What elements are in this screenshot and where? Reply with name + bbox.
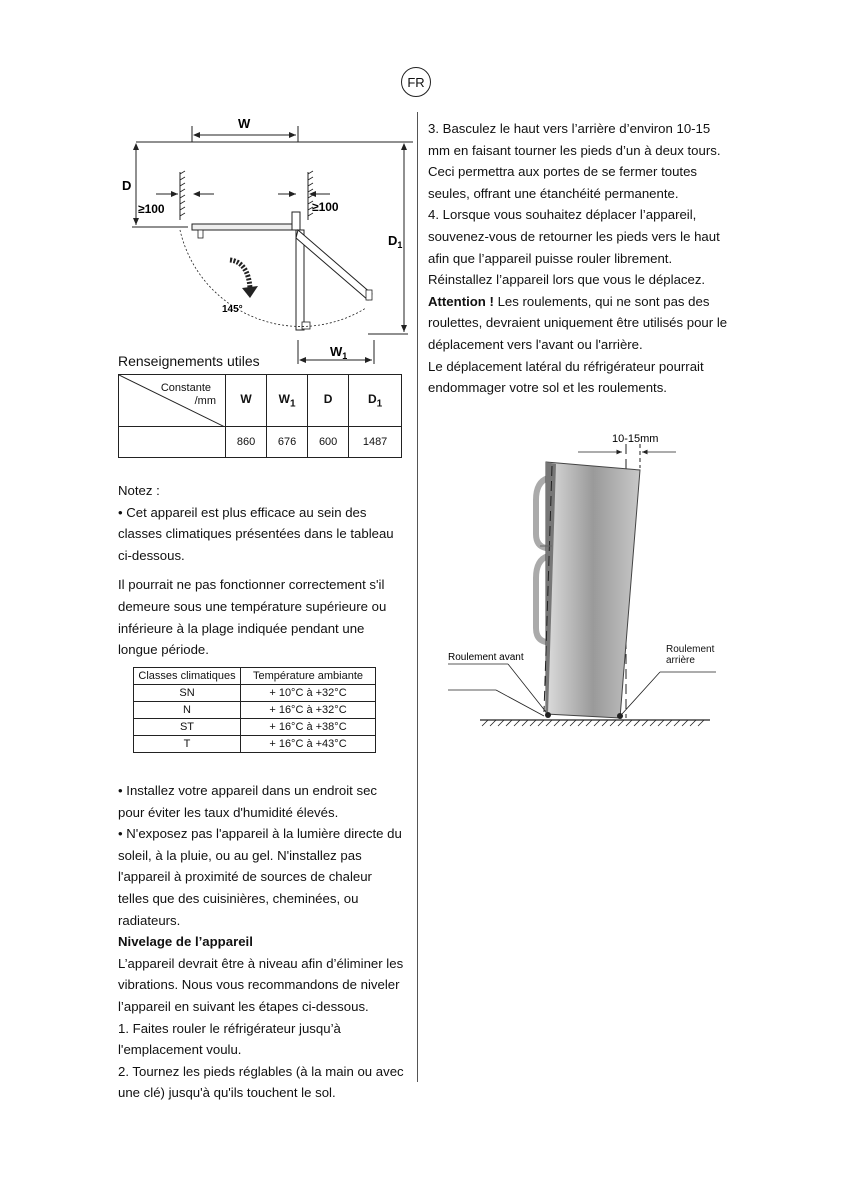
- dimensions-table: Constante /mm W $W_1$ D $D_1$ 860 676 600 1487: [118, 374, 402, 458]
- label-d: D: [122, 178, 132, 193]
- attention-note: Attention ! Les roulements, qui ne sont pas des roulettes, devraient uniquement être utilisés pour le déplacement vers l'avant ou l'arrière.: [428, 293, 728, 352]
- instructions-block: [118, 780, 406, 1104]
- notes-block: [118, 480, 406, 661]
- step-1: 1. Faites rouler le réfrigérateur jusqu’à l'emplacement voulu.: [118, 1020, 341, 1058]
- bullet-sun: • N'exposez pas l'appareil à la lumière directe du soleil, à la pluie, ou au gel. N'installez pas l'appareil à proximité de sources de chaleur telles que des cuisinières, cheminées, ou radiateurs.: [118, 826, 402, 928]
- table-row: ST + 16°C à +38°C: [134, 719, 376, 736]
- label-w: W: [238, 116, 251, 131]
- table-row: T + 16°C à +43°C: [134, 736, 376, 753]
- value-d1: 1487: [349, 427, 402, 458]
- clearance-right: ≥100: [312, 200, 339, 214]
- door-clearance-diagram: [118, 112, 418, 368]
- info-title: Renseignements utiles: [118, 353, 260, 369]
- step-4: 4. Lorsque vous souhaitez déplacer l’appareil, souvenez-vous de retourner les pieds vers le haut afin que l’appareil puisse rouler librement. Réinstallez l’appareil lors que vous le déplacez.: [428, 207, 720, 288]
- svg-text:D1: $D_1$: [388, 233, 403, 250]
- header-w1: W: [278, 391, 290, 406]
- value-w1: 676: [267, 427, 308, 458]
- header-d1: D: [367, 391, 377, 406]
- climate-table: [133, 667, 376, 753]
- header-d: D: [323, 391, 333, 406]
- value-w: 860: [226, 427, 267, 458]
- lateral-warning: Le déplacement latéral du réfrigérateur pourrait endommager votre sol et les roulements.: [428, 358, 704, 396]
- gap-label: 10-15mm: [612, 433, 659, 445]
- right-text-block: [428, 118, 728, 399]
- attention-label: Attention !: [428, 293, 494, 309]
- clim-header-temp: Température ambiante: [241, 668, 376, 685]
- note-temperature: Il pourrait ne pas fonctionner correctement s'il demeure sous une température supérieure ou inférieure à la plage indiquée pendant une longue période.: [118, 577, 387, 658]
- front-roller-label: Roulement avant: [448, 652, 524, 663]
- table-constante: Constante: [160, 382, 211, 394]
- table-row: N + 16°C à +32°C: [134, 702, 376, 719]
- rear-roller-label: Roulement arrière: [666, 644, 715, 666]
- value-d: 600: [308, 427, 349, 458]
- fridge-tilt-diagram: [440, 428, 730, 738]
- step-2: 2. Tournez les pieds réglables (à la main ou avec une clé) jusqu'à qu'ils touchent le sol.: [118, 1063, 404, 1101]
- note-climate: • Cet appareil est plus efficace au sein des classes climatiques présentées dans le tableau ci-dessous.: [118, 504, 394, 563]
- table-row: SN + 10°C à +32°C: [134, 685, 376, 702]
- swing-angle: 145°: [222, 304, 243, 315]
- clearance-left: ≥100: [138, 202, 165, 216]
- level-intro: L’appareil devrait être à niveau afin d’éliminer les vibrations. Nous vous recommandons de niveler l’appareil en suivant les étapes ci-dessous.: [118, 955, 404, 1014]
- header-w: W: [240, 391, 252, 406]
- label-w1: W: [330, 344, 343, 359]
- language-badge: FR: [401, 67, 431, 97]
- clim-header-class: Classes climatiques: [134, 668, 241, 685]
- table-unit: /mm: [194, 395, 216, 407]
- bullet-dry: • Installez votre appareil dans un endroit sec pour éviter les taux d'humidité élevés.: [118, 783, 377, 820]
- note-label: Notez :: [118, 483, 160, 498]
- label-d1: D: [388, 233, 398, 248]
- level-heading: Nivelage de l’appareil: [118, 934, 253, 950]
- svg-text:W1: $W_1$: [330, 344, 348, 361]
- step-3: 3. Basculez le haut vers l’arrière d’environ 10-15 mm en faisant tourner les pieds d’un à deux tours. Ceci permettra aux portes de se fermer toutes seules, offrant une étanchéité permanente.: [428, 121, 721, 201]
